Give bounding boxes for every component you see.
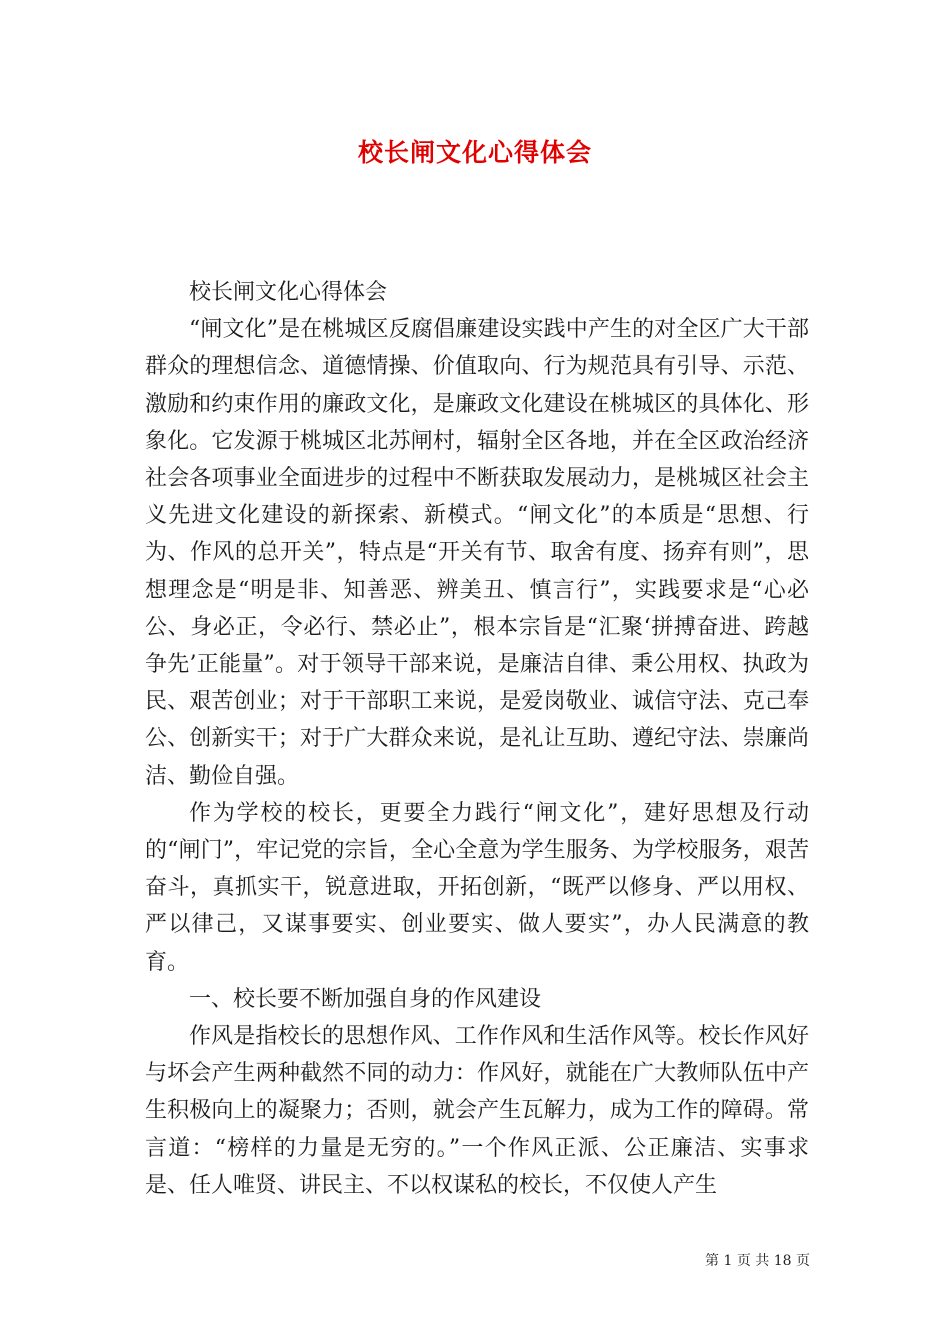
body-paragraph: “闸文化”是在桃城区反腐倡廉建设实践中产生的对全区广大干部群众的理想信念、道德情操、价值取向、行为规范具有引导、示范、激励和约束作用的廉政文化，是廉政文化建设在桃城区的具体化、形象化。它发源于桃城区北苏闸村，辐射全区各地，并在全区政治经济社会各项事业全面进步的过程中不断获取发展动力，是桃城区社会主义先进文化建设的新探索、新模式。“闸文化”的本质是“思想、行为、作风的总开关”，特点是“开关有节、取舍有度、扬弃有则”，思想理念是“明是非、知善恶、辨美丑、慎言行”，实践要求是“心必公、身必正，令必行、禁必止”，根本宗旨是“汇聚‘拼搏奋进、跨越争先’正能量”。对于领导干部来说，是廉洁自律、秉公用权、执政为民、艰苦创业；对于干部职工来说，是爱岗敬业、诚信守法、克己奉公、创新实干；对于广大群众来说，是礼让互助、遵纪守法、崇廉尚洁、勤俭自强。 [145, 317, 809, 789]
document-title: 校长闸文化心得体会 [357, 138, 592, 167]
page-number: 第 1 页 共 18 页 [705, 1253, 810, 1269]
document-body [145, 274, 809, 1204]
subtitle-paragraph: 校长闸文化心得体会 [189, 280, 388, 305]
body-paragraph: 作为学校的校长，更要全力践行“闸文化”，建好思想及行动的“闸门”，牢记党的宗旨，全心全意为学生服务、为学校服务，艰苦奋斗，真抓实干，锐意进取，开拓创新，“既严以修身、严以用权、严以律己，又谋事要实、创业要实、做人要实”，办人民满意的教育。 [145, 800, 809, 975]
section-heading: 一、校长要不断加强自身的作风建设 [189, 986, 542, 1012]
body-paragraph: 作风是指校长的思想作风、工作作风和生活作风等。校长作风好与坏会产生两种截然不同的动力：作风好，就能在广大教师队伍中产生积极向上的凝聚力；否则，就会产生瓦解力，成为工作的障碍。常言道：“榜样的力量是无穷的。”一个作风正派、公正廉洁、实事求是、任人唯贤、讲民主、不以权谋私的校长，不仅使人产生 [145, 1024, 809, 1198]
